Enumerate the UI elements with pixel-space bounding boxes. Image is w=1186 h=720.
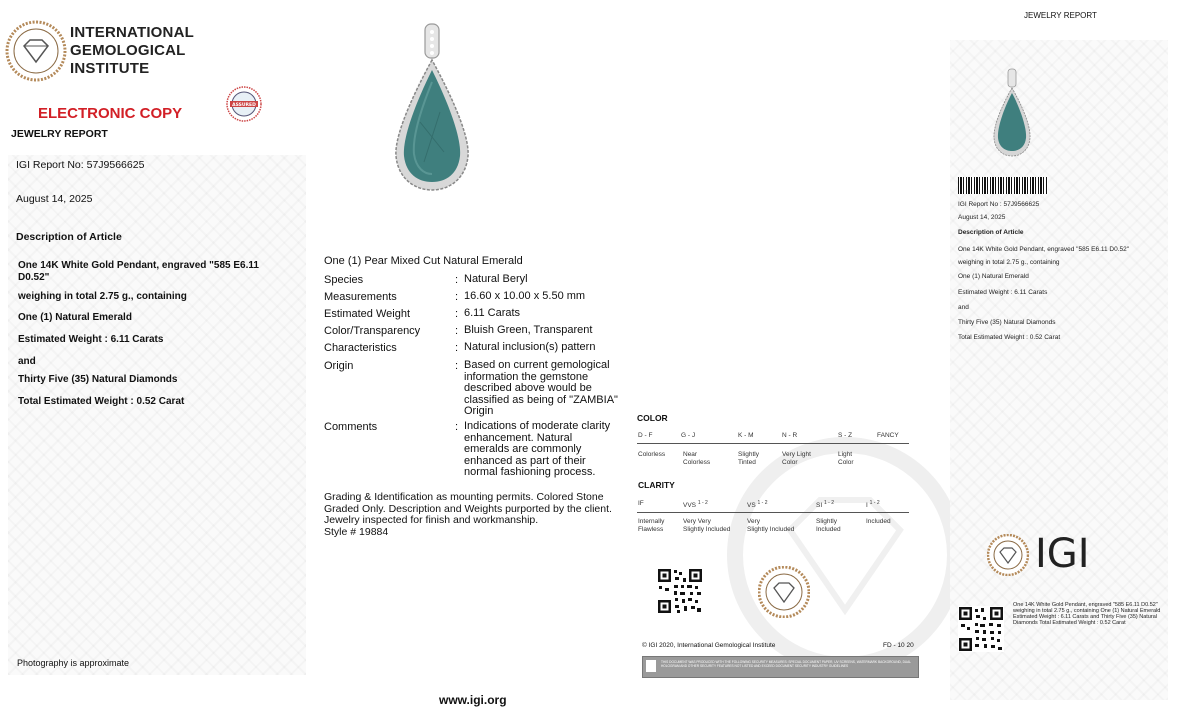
color-desc: Very Light Color (782, 451, 811, 466)
spec-colon: : (455, 274, 459, 286)
igi-seal-logo (5, 20, 67, 82)
clarity-grade-label: IF (638, 500, 644, 507)
report-type-label: JEWELRY REPORT (11, 128, 108, 140)
color-grade: FANCY (877, 432, 899, 439)
brand-line-2: GEMOLOGICAL (70, 42, 186, 59)
color-desc: Colorless (638, 451, 666, 458)
spec-label: Measurements (324, 291, 397, 303)
diamonds-line: Thirty Five (35) Natural Diamonds (18, 374, 178, 385)
clarity-grade (816, 500, 834, 509)
description-heading: Description of Article (16, 231, 122, 243)
spec-value: Based on current gemological information the gemstone described above would be classified as being of "ZAMBIA" Origin (464, 359, 618, 417)
brand-line-1: INTERNATIONAL (70, 24, 194, 41)
copyright-line: © IGI 2020, International Gemological Institute (642, 642, 776, 649)
color-grade: N - R (782, 432, 798, 439)
clarity-grade (866, 500, 880, 509)
spec-label: Species (324, 274, 364, 286)
right-qr-code[interactable] (958, 606, 1004, 652)
spec-colon: : (455, 291, 459, 303)
report-date: August 14, 2025 (16, 193, 93, 205)
clarity-grade-sup: 1 - 2 (869, 500, 880, 506)
brand-line-3: INSTITUTE (70, 60, 150, 77)
color-grade: S - Z (838, 432, 853, 439)
spec-colon: : (455, 360, 459, 372)
pendant-thumbnail (991, 68, 1033, 158)
spec-value: Natural inclusion(s) pattern (464, 341, 596, 353)
form-code: FD - 10 20 (883, 642, 914, 649)
right-description-heading: Description of Article (958, 229, 1024, 236)
spec-colon: : (455, 342, 459, 354)
description-line-1 (18, 260, 259, 284)
spec-colon: : (455, 325, 459, 337)
clarity-grade-sup: 1 - 2 (823, 500, 834, 506)
igi-logo-text: IGI (1035, 531, 1090, 577)
clarity-grade-label: VS (747, 502, 756, 510)
spec-value: 16.60 x 10.00 x 5.50 mm (464, 290, 586, 302)
assured-seal-text: ASSURED (232, 103, 256, 108)
top-right-report-label: JEWELRY REPORT (1024, 11, 1097, 20)
spec-value: Bluish Green, Transparent (464, 324, 593, 336)
security-strip-text: THIS DOCUMENT WAS PRODUCED WITH THE FOLLOWING SECURITY MEASURES: SPECIAL DOCUMENT PAPER, UV SCREENS, WATERMARK BACKGROUND, DUAL HOLOGRAM AND OTHER SECURITY FEATURES NOT LISTED AND EXCEED DOCUMENT SECURITY INDUSTRY GUIDELINES (661, 660, 911, 669)
spec-value: Indications of moderate clarity enhancement. Natural emeralds are commonly enhanced as part of their normal fashioning process. (464, 420, 611, 478)
stone-line: One (1) Natural Emerald (18, 312, 132, 323)
website-link[interactable]: www.igi.org (439, 693, 507, 707)
color-desc: Slightly Tinted (738, 451, 759, 466)
brand-name (70, 24, 194, 78)
description-line-1a: One 14K White Gold Pendant, engraved "585 E6.11 (18, 260, 259, 271)
color-scale-divider (637, 443, 909, 444)
clarity-desc: Internally Flawless (638, 518, 665, 533)
color-scale-title: COLOR (637, 413, 668, 423)
spec-colon: : (455, 421, 459, 433)
spec-label: Color/Transparency (324, 325, 421, 337)
assured-seal-icon (226, 86, 262, 122)
color-desc: Light Color (838, 451, 854, 466)
spec-label: Comments (324, 421, 378, 433)
spec-label: Estimated Weight (324, 308, 411, 320)
right-line: Estimated Weight : 6.11 Carats (958, 289, 1048, 296)
spec-label: Origin (324, 360, 354, 372)
qr-code[interactable] (657, 568, 703, 614)
right-line: Thirty Five (35) Natural Diamonds (958, 319, 1056, 326)
clarity-desc: Very Slightly Included (747, 518, 795, 533)
right-line: weighing in total 2.75 g., containing (958, 259, 1060, 266)
description-line-1b: D0.52" (18, 272, 50, 283)
clarity-scale-divider (637, 512, 909, 513)
clarity-grade-sup: 1 - 2 (697, 500, 708, 506)
report-number: IGI Report No: 57J9566625 (16, 159, 145, 171)
security-strip (642, 656, 919, 678)
clarity-grade-sup: 1 - 2 (757, 500, 768, 506)
weight-line: weighing in total 2.75 g., containing (18, 291, 187, 302)
igi-logo-seal (987, 534, 1029, 576)
igi-bottom-seal (758, 566, 810, 618)
clarity-grade (638, 500, 644, 507)
right-report-number: IGI Report No : 57J9566625 (958, 201, 1040, 208)
clarity-grade-label: VVS (683, 502, 697, 510)
clarity-grade (683, 500, 708, 509)
color-grade: G - J (681, 432, 696, 439)
spec-colon: : (455, 308, 459, 320)
clarity-grade-label: SI (816, 502, 823, 510)
estimated-weight-line: Estimated Weight : 6.11 Carats (18, 334, 164, 345)
right-panel-background (950, 40, 1168, 700)
clarity-desc: Slightly Included (816, 518, 841, 533)
style-number: Style # 19884 (324, 526, 389, 538)
color-desc: Near Colorless (683, 451, 711, 466)
clarity-grade (747, 500, 768, 509)
right-line: One (1) Natural Emerald (958, 273, 1029, 280)
right-line: Total Estimated Weight : 0.52 Carat (958, 334, 1061, 341)
clarity-scale-title: CLARITY (638, 480, 675, 490)
right-date: August 14, 2025 (958, 214, 1006, 221)
grading-note: Grading & Identification as mounting permits. Colored Stone Graded Only. Description and Weights purported by the client. Jewelry inspected for finish and workmanship. (324, 491, 612, 526)
color-grade: D - F (638, 432, 653, 439)
barcode (958, 177, 1048, 194)
right-line: and (958, 304, 969, 311)
pendant-photo (390, 22, 474, 194)
clarity-grade-label: I (866, 502, 868, 510)
right-line: One 14K White Gold Pendant, engraved "585 E6.11 D0.52" (958, 246, 1130, 253)
diamonds-weight-line: Total Estimated Weight : 0.52 Carat (18, 396, 185, 407)
security-strip-icon (646, 660, 656, 672)
photography-note: Photography is approximate (17, 658, 130, 668)
color-grade: K - M (738, 432, 754, 439)
spec-value: 6.11 Carats (464, 307, 521, 319)
clarity-desc: Very Very Slightly Included (683, 518, 731, 533)
electronic-copy-label: ELECTRONIC COPY (38, 105, 183, 122)
spec-value: Natural Beryl (464, 273, 528, 285)
and-line: and (18, 356, 36, 367)
spec-label: Characteristics (324, 342, 397, 354)
clarity-desc: Included (866, 518, 891, 525)
right-qr-caption: One 14K White Gold Pendant, engraved "585 E6.11 D0.52" weighing in total 2.75 g., containing One (1) Natural Emerald Estimated Weight : 6.11 Carats and Thirty Five (35) Natural Diamonds Total Estimated Weight : 0.52 Carat (1013, 602, 1161, 626)
specs-title: One (1) Pear Mixed Cut Natural Emerald (324, 255, 523, 267)
